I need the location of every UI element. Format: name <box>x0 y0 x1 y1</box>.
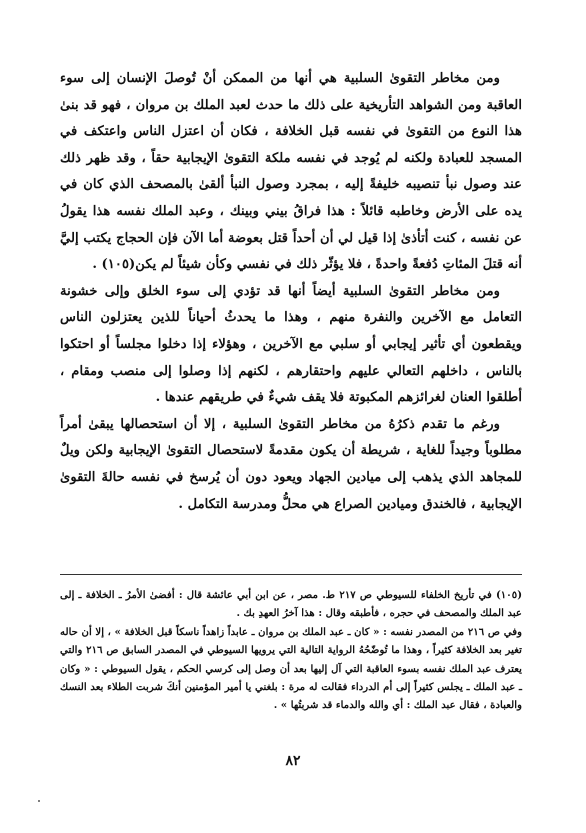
scan-speck <box>38 800 40 802</box>
main-text-body <box>60 66 522 518</box>
body-paragraph-1: ومن مخاطر التقوىٰ السلبية هي أنها من الممكن أنْ تُوصلَ الإنسان إلى سوء العاقبة ومن الشواهد التأريخية على ذلك ما حدث لعبد الملك بن مروان ، فهو قد بنىٰ هذا النوع من التقوىٰ في نفسه قبل الخلافة ، فكان أن اعتزل الناس واعتكف في المسجد للعبادة ولكنه لم يُوجد في نفسه ملكة التقوىٰ الإيجابية حقاً ، وقد ظهر ذلك عند وصول نبأ تنصيبه خليفةً إليه ، بمجرد وصول النبأ ألقىٰ بالمصحف الذي كان في يده على الأرض وخاطبه قائلاً : هذا فراقُ بيني وبينك ، وعبد الملك نفسه هذا يقولُ عن نفسه ، كنت أتأذىٰ إذا قيل لي أن أحداً قتل بعوضة أما الآن فإن الحجاج يكتب إليَّ أنه قتلَ المئاتِ دُفعةً واحدةً ، فلا يؤثّر ذلك في نفسي وكأن شيئاً لم يكن(١٠٥) . <box>60 71 522 273</box>
body-paragraph-2: ومن مخاطر التقوىٰ السلبية أيضاً أنها قد تؤدي إلى سوء الخلق وإلى خشونة التعامل مع الآخرين والنفرة منهم ، وهذا ما يحدثُ أحياناً للذين يعتزلون الناس ويقطعون أي تأثير إيجابي أو سلبي مع الآخرين ، وهؤلاء إذا دخلوا مجلساً أو احتكوا بالناس ، داخلهم التعالي عليهم واحتقارهم ، لكنهم إذا وصلوا إلى منصب ومقام ، أطلقوا العنان لغرائزهم المكبوتة فلا يقف شيءٌ في طريقهم عندها . <box>60 283 522 406</box>
footnote-105-continued: وفي ص ٢١٦ من المصدر نفسه : « كان ـ عبد الملك بن مروان ـ عابداً زاهداً ناسكاً قبل الخلافة » ، إلا أن حاله تغير بعد الخلافة كثيراً ، وهذا ما تُوضّحُهُ الرواية التالية التي يرويها السيوطي في المصدر السابق ص ٢١٦ والتي يعترف عبد الملك نفسه بسوء العاقبة التي آل إليها بعد أن وصل إلى كرسي الحكم ، يقول السيوطي : « وكان ـ عبد الملك ـ يجلس كثيراً إلى أم الدرداء فقالت له مرة : بلغني يا أمير المؤمنين أنكَ شربت الطلاء بعد النسك والعبادة ، فقال عبد الملك : أي والله والدماء قد شربتُها » . <box>60 625 522 712</box>
page-number: ٨٢ <box>285 753 301 769</box>
footnote-105: (١٠٥) في تأريخ الخلفاء للسيوطي ص ٢١٧ ط. مصر ، عن ابن أبي عائشة قال : أفضىٰ الأمرُ ـ الخلافة ـ إلى عبد الملك والمصحف في حجره ، فأطبقه وقال : هذا آخرُ العهدِ بك . <box>60 589 523 620</box>
body-paragraph-3: ورغم ما تقدم ذكرُهُ من مخاطر التقوىٰ السلبية ، إلا أن استحصالها يبقىٰ أمراً مطلوباً وجيداً للغاية ، شريطة أن يكون مقدمةً لاستحصال التقوىٰ الإيجابية ولكن ويلٌ للمجاهد الذي يذهب إلى ميادين الجهاد ويعود دون أن يُرسخ في نفسه حالةَ التقوىٰ الإيجابية ، فالخندق وميادين الصراع هي محلُّ ومدرسة التكامل . <box>60 416 522 512</box>
footnote-separator <box>60 574 522 575</box>
footnotes <box>60 586 522 715</box>
